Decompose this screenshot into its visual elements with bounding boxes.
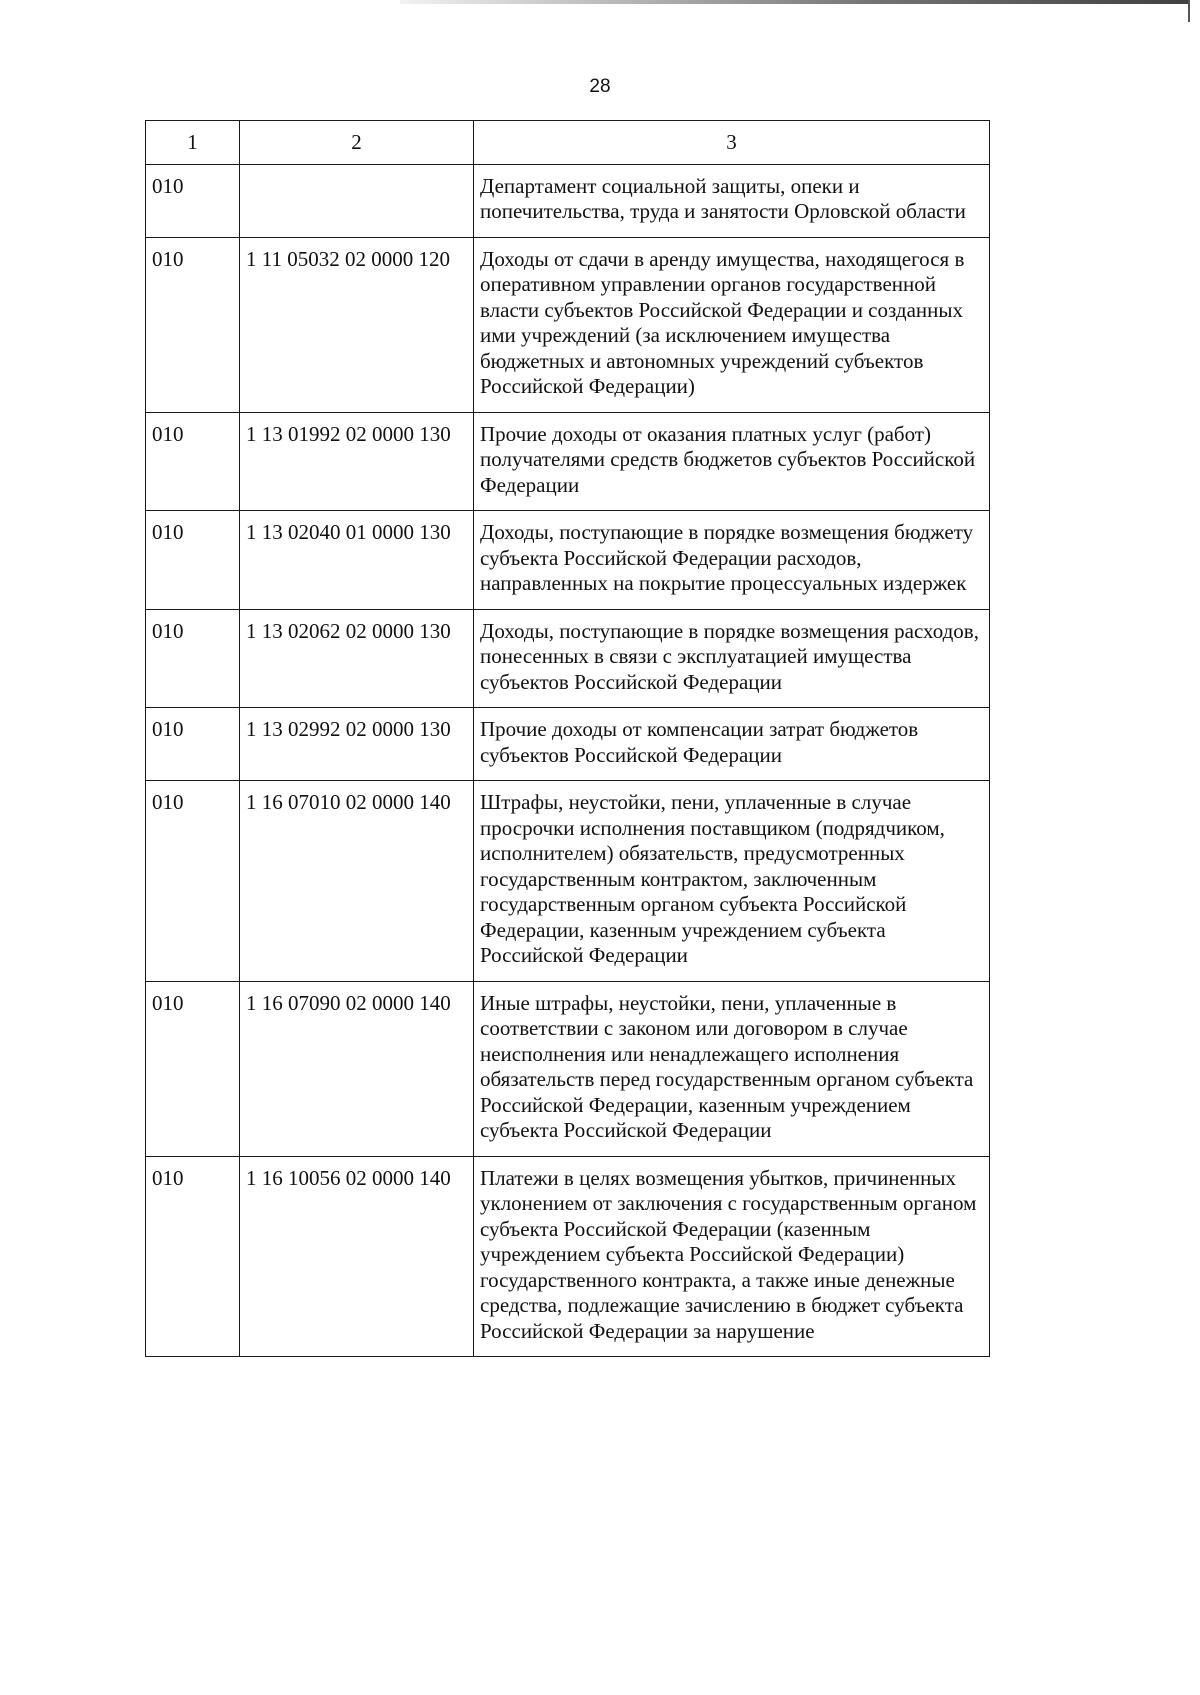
kbk-cell: 1 11 05032 02 0000 120 [240, 237, 474, 412]
admin-code-cell: 010 [146, 708, 240, 781]
kbk-cell: 1 13 01992 02 0000 130 [240, 412, 474, 511]
table-row [146, 609, 990, 708]
table-row [146, 511, 990, 610]
description-cell: Доходы, поступающие в порядке возмещения расходов, понесенных в связи с эксплуатацией имущества субъектов Российской Федерации [474, 609, 990, 708]
admin-code-cell: 010 [146, 412, 240, 511]
kbk-cell: 1 16 10056 02 0000 140 [240, 1156, 474, 1357]
admin-code-cell: 010 [146, 164, 240, 237]
description-cell: Департамент социальной защиты, опеки и попечительства, труда и занятости Орловской области [474, 164, 990, 237]
description-cell: Платежи в целях возмещения убытков, причиненных уклонением от заключения с государственным органом субъекта Российской Федерации (казенным учреждением субъекта Российской Федерации) государственного контракта, а также иные денежные средства, подлежащие зачислению в бюджет субъекта Российской Федерации за нарушение [474, 1156, 990, 1357]
table-row [146, 1156, 990, 1357]
table-header-row [146, 121, 990, 165]
scan-edge-tick [1188, 0, 1190, 22]
kbk-cell: 1 13 02040 01 0000 130 [240, 511, 474, 610]
table-row [146, 164, 990, 237]
description-cell: Прочие доходы от компенсации затрат бюджетов субъектов Российской Федерации [474, 708, 990, 781]
kbk-cell [240, 164, 474, 237]
admin-code-cell: 010 [146, 981, 240, 1156]
revenue-codes-table [145, 120, 990, 1357]
description-cell: Прочие доходы от оказания платных услуг (работ) получателями средств бюджетов субъектов Российской Федерации [474, 412, 990, 511]
kbk-cell: 1 13 02062 02 0000 130 [240, 609, 474, 708]
admin-code-cell: 010 [146, 511, 240, 610]
table-row [146, 708, 990, 781]
admin-code-cell: 010 [146, 781, 240, 982]
page-number: 28 [589, 76, 611, 97]
description-cell: Доходы от сдачи в аренду имущества, находящегося в оперативном управлении органов государственной власти субъектов Российской Федерации и созданных ими учреждений (за исключением имущества бюджетных и автономных учреждений субъектов Российской Федерации) [474, 237, 990, 412]
scan-edge-line [400, 0, 1190, 4]
description-cell: Штрафы, неустойки, пени, уплаченные в случае просрочки исполнения поставщиком (подрядчиком, исполнителем) обязательств, предусмотренных государственным контрактом, заключенным государственным органом субъекта Российской Федерации, казенным учреждением субъекта Российской Федерации [474, 781, 990, 982]
description-cell: Доходы, поступающие в порядке возмещения бюджету субъекта Российской Федерации расходов, направленных на покрытие процессуальных издержек [474, 511, 990, 610]
kbk-cell: 1 16 07090 02 0000 140 [240, 981, 474, 1156]
table-row [146, 237, 990, 412]
table-row [146, 412, 990, 511]
kbk-cell: 1 13 02992 02 0000 130 [240, 708, 474, 781]
table-row [146, 781, 990, 982]
admin-code-cell: 010 [146, 1156, 240, 1357]
column-header-admin-code: 1 [146, 121, 240, 165]
column-header-kbk: 2 [240, 121, 474, 165]
column-header-description: 3 [474, 121, 990, 165]
table-row [146, 981, 990, 1156]
kbk-cell: 1 16 07010 02 0000 140 [240, 781, 474, 982]
admin-code-cell: 010 [146, 237, 240, 412]
description-cell: Иные штрафы, неустойки, пени, уплаченные в соответствии с законом или договором в случае неисполнения или ненадлежащего исполнения обязательств перед государственным органом субъекта Российской Федерации, казенным учреждением субъекта Российской Федерации [474, 981, 990, 1156]
admin-code-cell: 010 [146, 609, 240, 708]
